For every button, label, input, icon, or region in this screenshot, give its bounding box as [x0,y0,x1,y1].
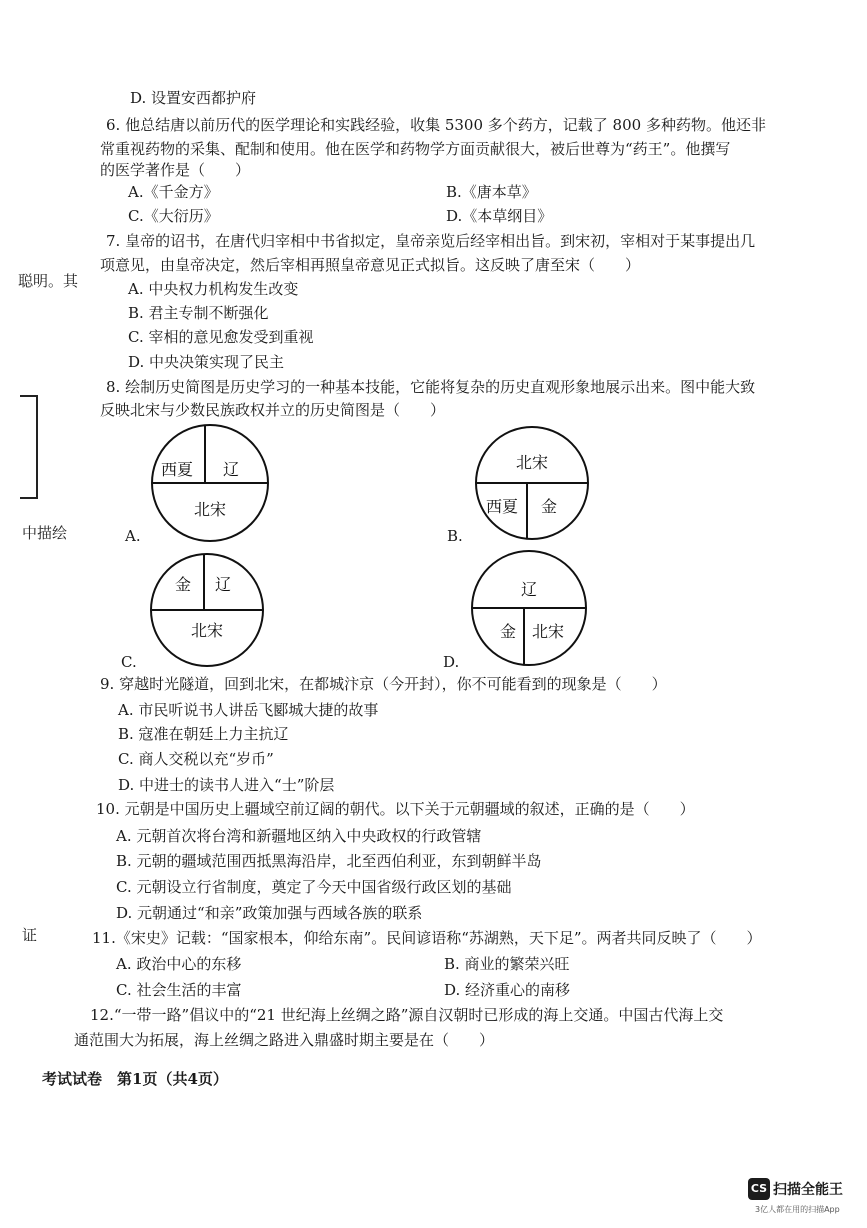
margin-fragment: 证 [22,926,38,944]
q9-option-a: A. 市民听说书人讲岳飞郾城大捷的故事 [118,701,379,719]
q8-option-a: A. [125,527,141,545]
scanner-logo [748,1178,843,1200]
margin-fragment: 中描绘 [22,524,68,542]
q6-option-b: B.《唐本草》 [446,183,537,201]
q8-stem-line: 8. 绘制历史简图是历史学习的一种基本技能，它能将复杂的历史直观形象地展示出来。图中能大致 [106,378,756,396]
q5-option-d: D. 设置安西都护府 [130,89,257,107]
region-label: 辽 [520,580,538,599]
region-label: 辽 [222,460,240,479]
region-label: 北宋 [190,621,224,640]
q11-option-b: B. 商业的繁荣兴旺 [444,955,570,973]
margin-fragment: 聪明。其 [18,272,79,290]
q9-option-c: C. 商人交税以充“岁币” [118,750,274,768]
q11-stem: 11.《宋史》记载：“国家根本，仰给东南”。民间谚语称“苏湖熟，天下足”。两者共同反映了（ ） [92,929,762,947]
diagram-c [145,548,269,672]
cs-badge-icon: CS [748,1178,770,1200]
q10-option-d: D. 元朝通过“和亲”政策加强与西域各族的联系 [116,904,423,922]
q10-option-a: A. 元朝首次将台湾和新疆地区纳入中央政权的行政管辖 [116,827,482,845]
region-label: 金 [174,575,192,594]
q9-stem: 9. 穿越时光隧道，回到北宋，在都城汴京（今开封），你不可能看到的现象是（ ） [100,675,667,693]
q8-option-b: B. [447,527,463,545]
q6-option-c: C.《大衍历》 [128,207,219,225]
q8-stem-line: 反映北宋与少数民族政权并立的历史简图是（ ） [100,401,446,419]
q6-option-d: D.《本草纲目》 [446,207,553,225]
q12-stem-line: 12.“一带一路”倡议中的“21 世纪海上丝绸之路”源自汉朝时已形成的海上交通。中国古代海上交 [90,1006,724,1024]
q7-option-c: C. 宰相的意见愈发受到重视 [128,328,314,346]
q11-option-d: D. 经济重心的南移 [444,981,571,999]
q6-option-a: A.《千金方》 [128,183,219,201]
region-label: 西夏 [160,460,194,479]
q8-option-d: D. [443,653,460,671]
scanner-tagline: 3亿人都在用的扫描App [755,1205,840,1214]
q12-stem-line: 通范围大为拓展，海上丝绸之路进入鼎盛时期主要是在（ ） [74,1031,495,1049]
diagram-b [469,420,595,546]
q7-stem-line: 项意见，由皇帝决定，然后宰相再照皇帝意见正式拟旨。这反映了唐至宋（ ） [100,256,641,274]
q10-stem: 10. 元朝是中国历史上疆域空前辽阔的朝代。以下关于元朝疆域的叙述，正确的是（ ） [96,800,695,818]
q7-stem-line: 7. 皇帝的诏书，在唐代归宰相中书省拟定，皇帝亲览后经宰相出旨。到宋初，宰相对于某事提出几 [106,232,756,250]
q7-option-a: A. 中央权力机构发生改变 [128,280,299,298]
region-label: 辽 [214,575,232,594]
region-label: 北宋 [531,622,565,641]
q6-stem-line: 的医学著作是（ ） [100,161,251,179]
q7-option-d: D. 中央决策实现了民主 [128,353,285,371]
margin-bracket [20,395,38,499]
q11-option-a: A. 政治中心的东移 [116,955,242,973]
q9-option-b: B. 寇准在朝廷上力主抗辽 [118,725,289,743]
q10-option-b: B. 元朝的疆域范围西抵黑海沿岸，北至西伯利亚，东到朝鲜半岛 [116,852,542,870]
q7-option-b: B. 君主专制不断强化 [128,304,269,322]
q6-stem-line: 常重视药物的采集、配制和使用。他在医学和药物学方面贡献很大，被后世尊为“药王”。他撰写 [100,140,731,158]
q9-option-d: D. 中进士的读书人进入“士”阶层 [118,776,335,794]
region-label: 金 [499,622,517,641]
q11-option-c: C. 社会生活的丰富 [116,981,242,999]
scanner-name: 扫描全能王 [773,1182,843,1198]
diagram-a [147,420,273,546]
diagram-d [466,545,592,671]
region-label: 西夏 [485,497,519,516]
q6-stem-line: 6. 他总结唐以前历代的医学理论和实践经验，收集 5300 多个药方，记载了 800 多种药物。他还非 [106,116,766,134]
page-footer: 考试试卷 第1页（共4页） [42,1070,228,1088]
region-label: 金 [540,497,558,516]
q8-option-c: C. [121,653,137,671]
region-label: 北宋 [193,500,227,519]
region-label: 北宋 [515,453,549,472]
q10-option-c: C. 元朝设立行省制度，奠定了今天中国省级行政区划的基础 [116,878,512,896]
